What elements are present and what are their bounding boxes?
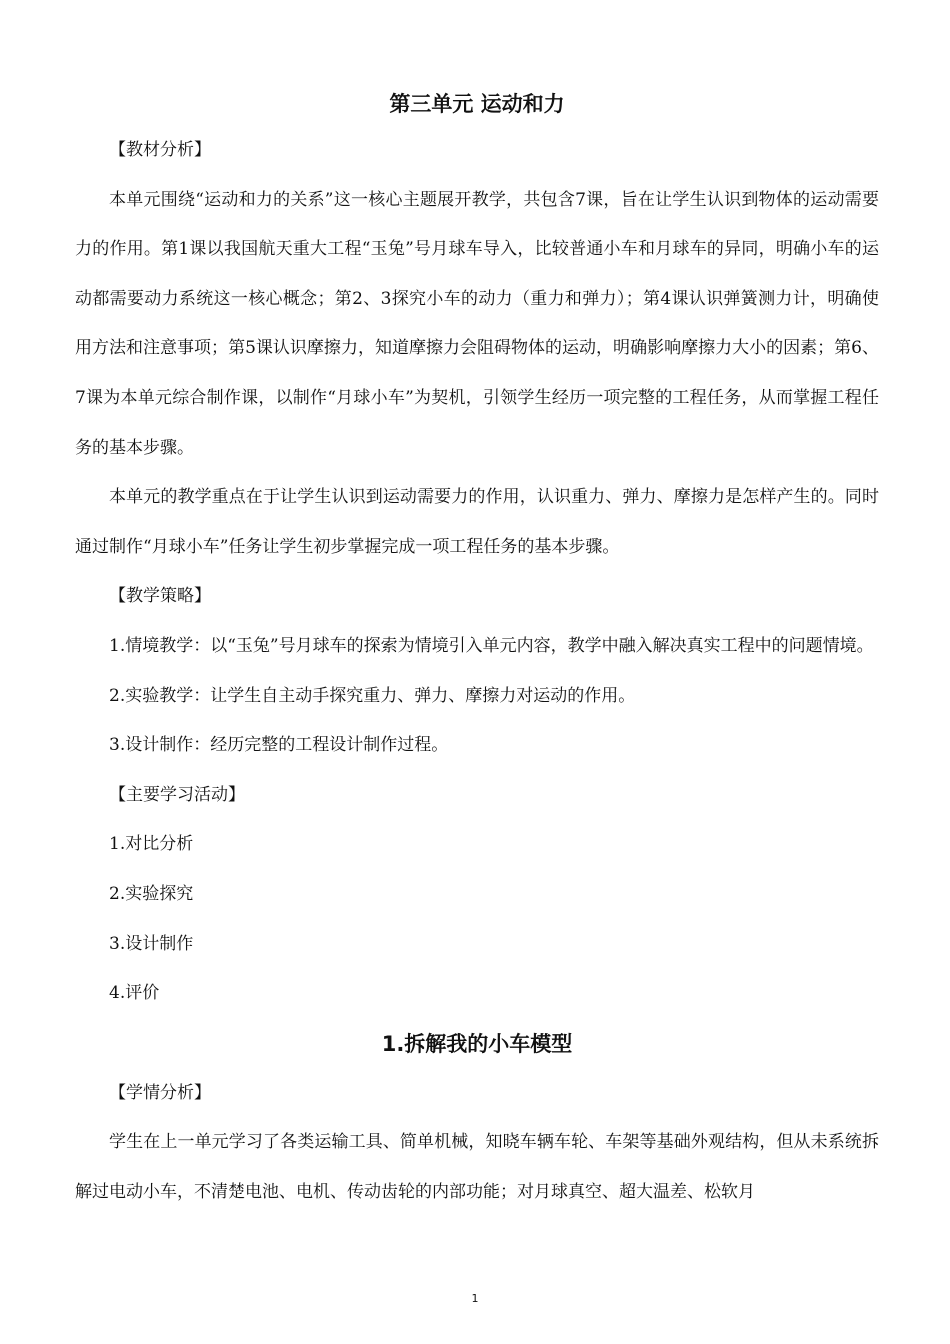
strategy-item: 3.设计制作：经历完整的工程设计制作过程。 xyxy=(109,735,449,756)
section-heading-learning-activities: 【主要学习活动】 xyxy=(109,784,245,805)
strategy-item: 1.情境教学：以“玉兔”号月球车的探索为情境引入单元内容，教学中融入解决真实工程中的问题情境。 xyxy=(109,635,874,656)
paragraph: 本单元围绕“运动和力的关系”这一核心主题展开教学，共包含7课，旨在让学生认识到物体的运动需要力的作用。第1课以我国航天重大工程“玉兔”号月球车导入，比较普通小车和月球车的异同，明确小车的运动都需要动力系统这一核心概念；第2、3探究小车的动力（重力和弹力）；第4课认识弹簧测力计，明确使用方法和注意事项；第5课认识摩擦力，知道摩擦力会阻碍物体的运动，明确影响摩擦力大小的因素；第6、7课为本单元综合制作课，以制作“月球小车”为契机，引领学生经历一项完整的工程任务，从而掌握工程任务的基本步骤。 xyxy=(75,189,879,458)
activity-item: 4.评价 xyxy=(109,983,160,1004)
page-content xyxy=(75,82,879,1217)
strategy-item: 2.实验教学：让学生自主动手探究重力、弹力、摩擦力对运动的作用。 xyxy=(109,685,636,706)
unit-title: 第三单元 运动和力 xyxy=(389,92,565,116)
paragraph: 本单元的教学重点在于让学生认识到运动需要力的作用，认识重力、弹力、摩擦力是怎样产生的。同时通过制作“月球小车”任务让学生初步掌握完成一项工程任务的基本步骤。 xyxy=(75,487,879,557)
section-heading-teaching-strategy: 【教学策略】 xyxy=(109,586,211,607)
paragraph: 学生在上一单元学习了各类运输工具、简单机械，知晓车辆车轮、车架等基础外观结构，但从未系统拆解过电动小车，不清楚电池、电机、传动齿轮的内部功能；对月球真空、超大温差、松软月 xyxy=(75,1132,879,1202)
page-number: 1 xyxy=(471,1292,479,1305)
section-heading-textbook-analysis: 【教材分析】 xyxy=(109,140,211,160)
section-heading-student-analysis: 【学情分析】 xyxy=(109,1082,211,1103)
activity-item: 3.设计制作 xyxy=(109,933,194,954)
activity-item: 2.实验探究 xyxy=(109,883,194,904)
lesson-title: 1.拆解我的小车模型 xyxy=(381,1031,573,1056)
activity-item: 1.对比分析 xyxy=(109,834,194,855)
